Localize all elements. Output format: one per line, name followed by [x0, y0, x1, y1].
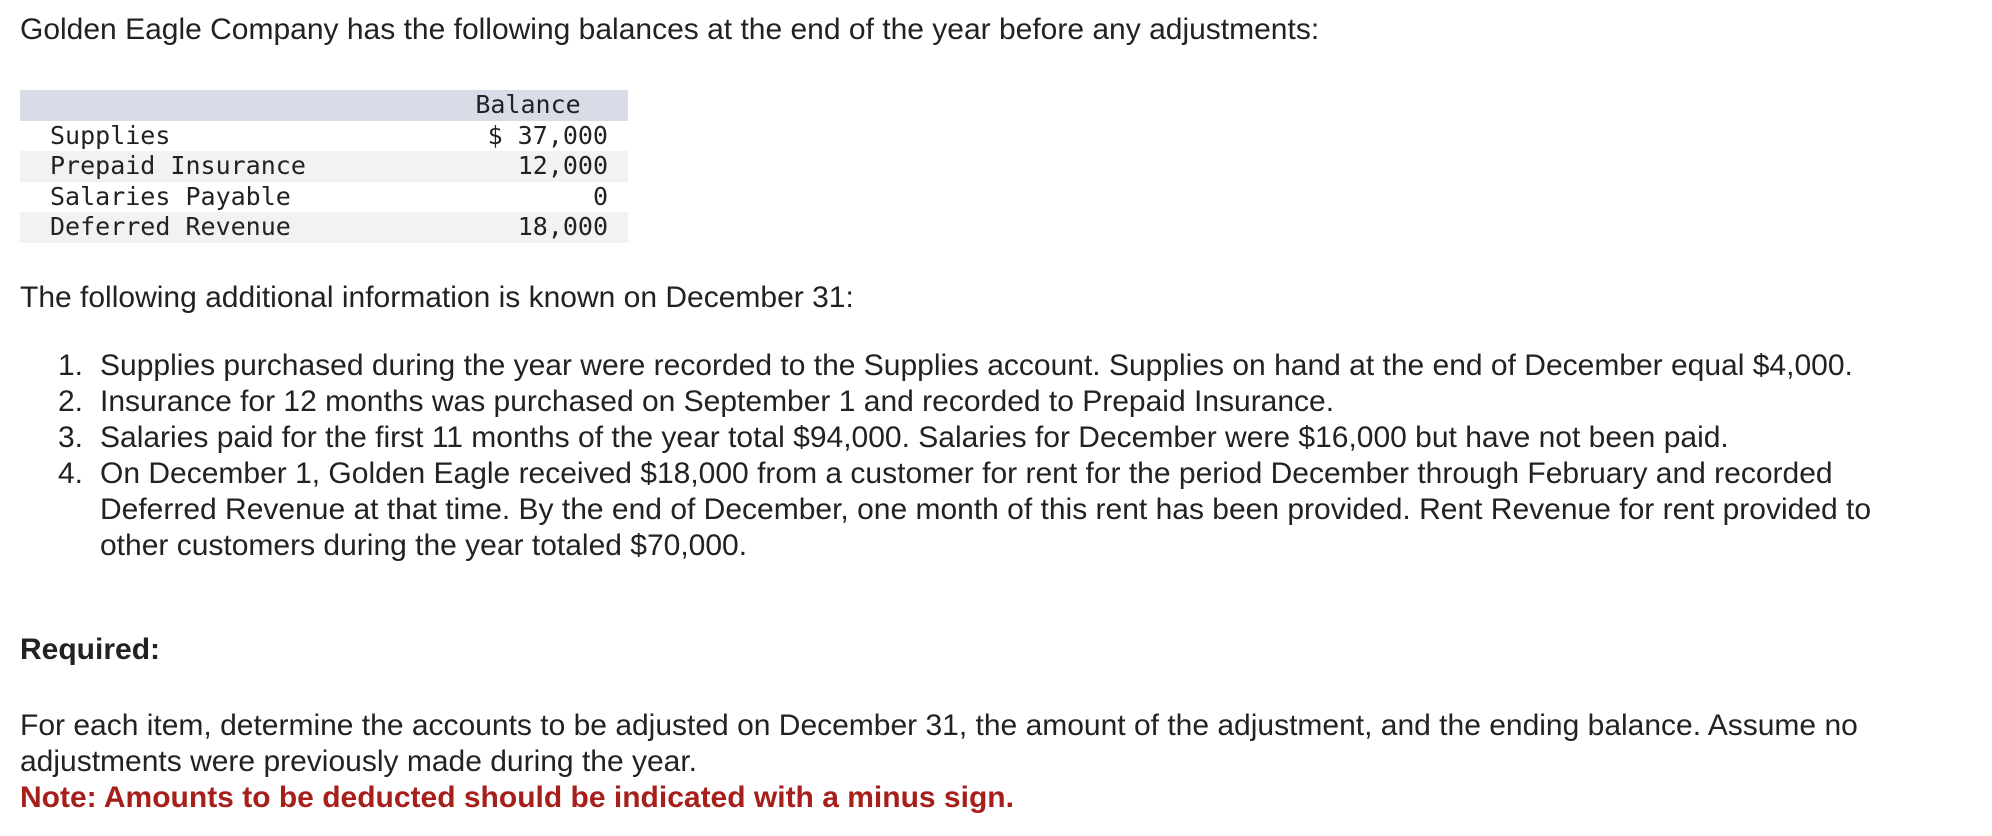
- account-name: Salaries Payable: [50, 181, 291, 211]
- list-item-number: 3.: [58, 421, 84, 454]
- required-heading: Required:: [20, 633, 161, 666]
- list-item: [20, 384, 1920, 420]
- table-row: [20, 151, 628, 182]
- account-balance: $ 37,000: [487, 120, 608, 150]
- table-row: [20, 212, 628, 243]
- list-item-text: Salaries paid for the first 11 months of the year total $94,000. Salaries for December were $16,000 but have not been paid.: [100, 421, 1729, 454]
- table-row: [20, 121, 628, 152]
- list-item-number: 1.: [58, 349, 84, 382]
- additional-info-text: The following additional information is known on December 31:: [20, 281, 854, 314]
- account-name: Supplies: [50, 120, 171, 150]
- note-text: Note: Amounts to be deducted should be indicated with a minus sign.: [20, 781, 1014, 814]
- instructions-text: For each item, determine the accounts to be adjusted on December 31, the amount of the adjustment, and the ending balance. Assume no adjustments were previously made during the year.: [20, 709, 1858, 778]
- table-row: [20, 182, 628, 213]
- account-balance: 0: [592, 181, 608, 211]
- list-item-text: Insurance for 12 months was purchased on September 1 and recorded to Prepaid Insurance.: [100, 385, 1335, 418]
- intro-text: Golden Eagle Company has the following balances at the end of the year before any adjustments:: [20, 13, 1320, 46]
- info-list: [20, 348, 1920, 564]
- list-item: [20, 348, 1920, 384]
- balance-column-header: Balance: [475, 90, 581, 120]
- list-item: [20, 420, 1920, 456]
- account-balance: 12,000: [517, 151, 608, 181]
- list-item-number: 4.: [58, 457, 84, 490]
- account-balance: 18,000: [517, 212, 608, 242]
- list-item: [20, 456, 1920, 564]
- list-item-text: On December 1, Golden Eagle received $18,000 from a customer for rent for the period December through February and recorded Deferred Revenue at that time. By the end of December, one month of this rent has been provided. Rent Revenue for rent provided to other customers during the year totaled $70,000.: [100, 457, 1872, 562]
- account-column-header: [20, 90, 428, 121]
- list-item-number: 2.: [58, 385, 84, 418]
- table-header-row: [20, 90, 628, 121]
- list-item-text: Supplies purchased during the year were recorded to the Supplies account. Supplies on hand at the end of December equal $4,000.: [100, 349, 1853, 382]
- account-name: Deferred Revenue: [50, 212, 291, 242]
- account-name: Prepaid Insurance: [50, 151, 306, 181]
- balance-table: [20, 90, 628, 243]
